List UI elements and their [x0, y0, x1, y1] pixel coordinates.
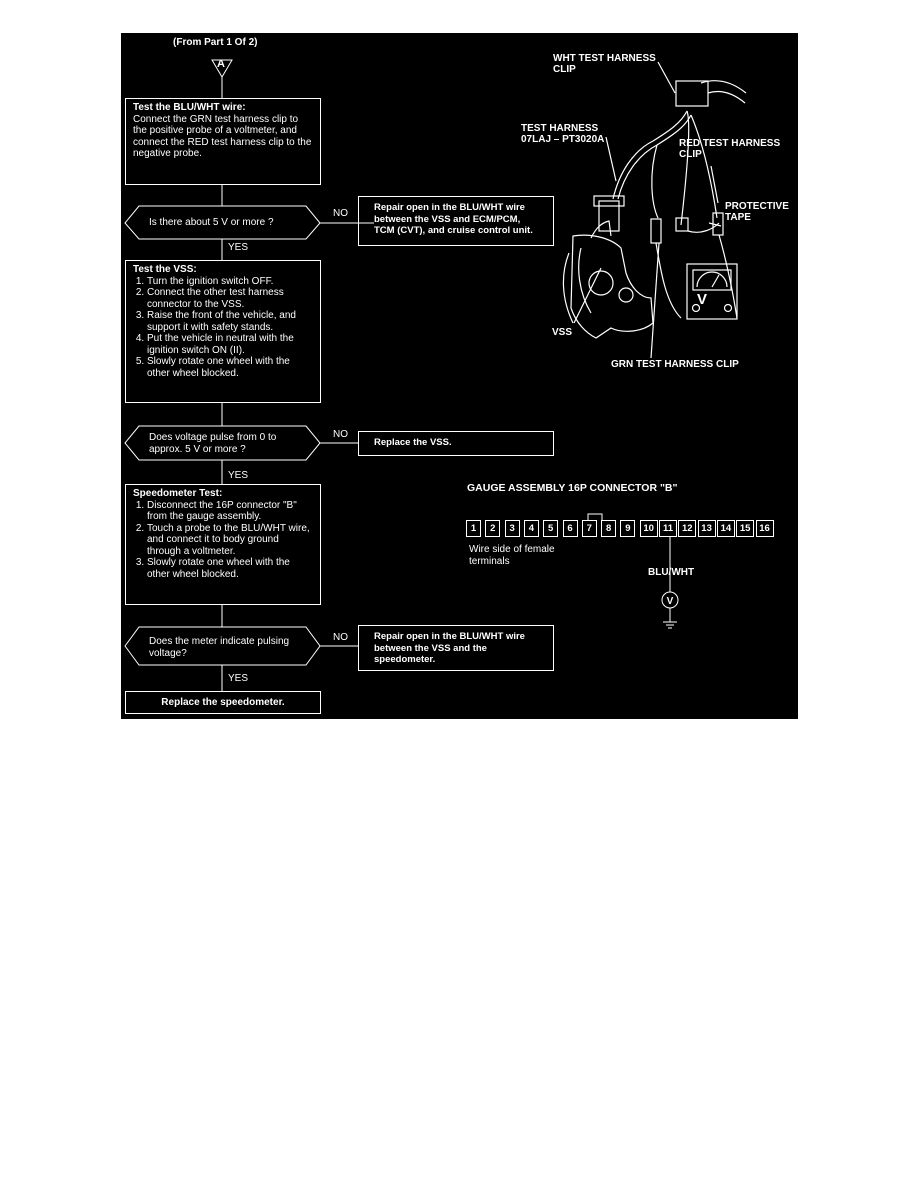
connector-pin: 8 [601, 520, 616, 537]
connector-title: GAUGE ASSEMBLY 16P CONNECTOR "B" [467, 482, 678, 494]
step3-item: 3. Slowly rotate one wheel with the other wheel blocked. [147, 557, 313, 580]
blu-wht-wire-label: BLU/WHT [648, 567, 695, 578]
connector-a-label: A [217, 58, 225, 70]
connector-pin: 7 [582, 520, 597, 537]
connector-side-note: Wire side of female terminals [469, 544, 555, 567]
connector-pin: 4 [524, 520, 539, 537]
test-harness-label: TEST HARNESS 07LAJ – PT3020A [521, 123, 605, 145]
connector-wiring [121, 33, 798, 719]
from-part-label: (From Part 1 Of 2) [173, 37, 258, 48]
step3-item: 1. Disconnect the 16P connector "B" from the gauge assembly. [147, 500, 313, 523]
connector-pin: 12 [678, 520, 696, 537]
connector-pin: 15 [736, 520, 754, 537]
step2-heading: Test the VSS: [133, 264, 197, 275]
repair-box-1: Repair open in the BLU/WHT wire between the VSS and ECM/PCM, TCM (CVT), and cruise control unit. [358, 196, 554, 246]
step3-item: 2. Touch a probe to the BLU/WHT wire, and connect it to body ground through a voltmeter. [147, 523, 313, 558]
repair-box-3: Repair open in the BLU/WHT wire between the VSS and the speedometer. [358, 625, 554, 671]
red-clip-label: RED TEST HARNESS CLIP [679, 138, 781, 160]
step2-item: 3. Raise the front of the vehicle, and support it with safety stands. [147, 310, 313, 333]
connector-pin: 2 [485, 520, 500, 537]
step3-heading: Speedometer Test: [133, 488, 223, 499]
connector-pin: 5 [543, 520, 558, 537]
voltmeter-symbol: V [696, 291, 708, 308]
vss-label: VSS [552, 327, 573, 338]
wht-clip-label: WHT TEST HARNESS CLIP [553, 53, 656, 75]
no-label-3: NO [333, 632, 348, 643]
repair-box-2: Replace the VSS. [358, 431, 554, 456]
connector-pin: 3 [505, 520, 520, 537]
step1-body: Connect the GRN test harness clip to the positive probe of a voltmeter, and connect the RED test harness clip to the negative probe. [133, 113, 312, 159]
protective-tape-label: PROTECTIVE TAPE [725, 201, 789, 223]
voltmeter-v-symbol: V [666, 596, 674, 607]
final-step-box: Replace the speedometer. [125, 691, 321, 714]
diagram-panel [121, 33, 798, 719]
question-2: Does voltage pulse from 0 to approx. 5 V or more ? [149, 432, 277, 455]
connector-pin: 13 [698, 520, 716, 537]
question-3: Does the meter indicate pulsing voltage? [149, 636, 290, 659]
yes-label-3: YES [228, 673, 249, 684]
connector-pin: 10 [640, 520, 658, 537]
question-1: Is there about 5 V or more ? [149, 217, 274, 228]
step1-heading: Test the BLU/WHT wire: [133, 102, 246, 113]
no-label-1: NO [333, 208, 348, 219]
connector-pin: 16 [756, 520, 774, 537]
step2-item: 5. Slowly rotate one wheel with the other wheel blocked. [147, 356, 313, 379]
connector-pin: 9 [620, 520, 635, 537]
yes-label-2: YES [228, 470, 249, 481]
step2-item: 1. Turn the ignition switch OFF. [147, 276, 313, 288]
connector-pin: 11 [659, 520, 677, 537]
connector-pin: 1 [466, 520, 481, 537]
connector-pin: 14 [717, 520, 735, 537]
step2-item: 4. Put the vehicle in neutral with the ignition switch ON (II). [147, 333, 313, 356]
no-label-2: NO [333, 429, 348, 440]
yes-label-1: YES [228, 242, 249, 253]
step2-item: 2. Connect the other test harness connector to the VSS. [147, 287, 313, 310]
connector-pin: 6 [563, 520, 578, 537]
grn-clip-label: GRN TEST HARNESS CLIP [611, 359, 739, 370]
